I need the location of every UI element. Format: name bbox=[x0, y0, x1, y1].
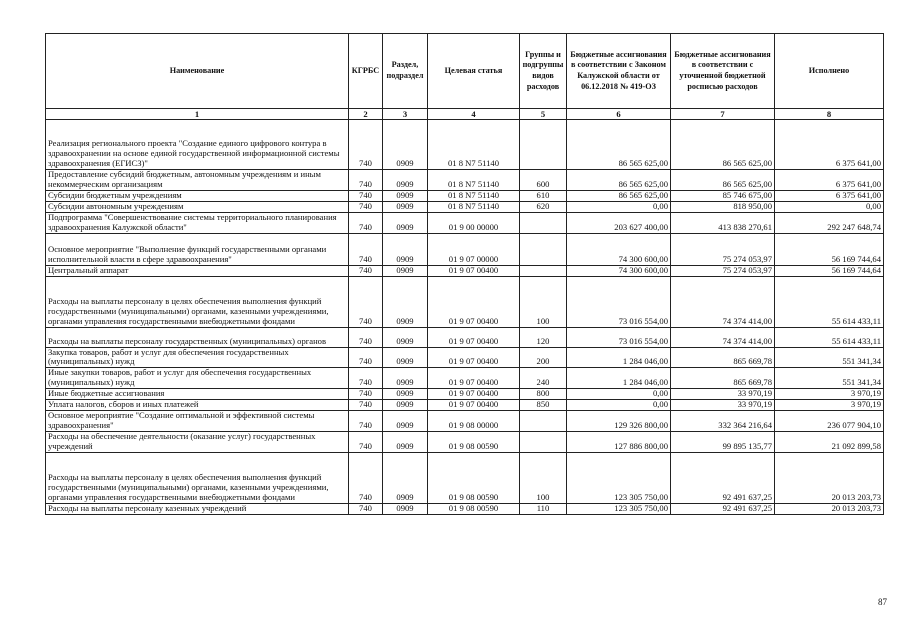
header-razdel: Раздел, подраздел bbox=[383, 34, 428, 109]
row-executed: 292 247 648,74 bbox=[775, 212, 884, 233]
table-row bbox=[46, 400, 884, 411]
row-target-article: 01 9 07 00400 bbox=[428, 347, 520, 368]
row-executed: 551 341,34 bbox=[775, 347, 884, 368]
row-executed: 20 013 203,73 bbox=[775, 503, 884, 514]
row-razdel: 0909 bbox=[383, 265, 428, 276]
row-kgrbs: 740 bbox=[349, 400, 383, 411]
row-law-allocation: 1 284 046,00 bbox=[567, 347, 671, 368]
col-number: 7 bbox=[671, 109, 775, 120]
row-executed: 55 614 433,11 bbox=[775, 327, 884, 347]
row-kgrbs: 740 bbox=[349, 201, 383, 212]
row-target-article: 01 9 08 00590 bbox=[428, 431, 520, 452]
row-target-article: 01 9 08 00000 bbox=[428, 410, 520, 431]
row-law-allocation: 123 305 750,00 bbox=[567, 503, 671, 514]
row-kgrbs: 740 bbox=[349, 431, 383, 452]
row-refined-allocation: 818 950,00 bbox=[671, 201, 775, 212]
header-executed: Исполнено bbox=[775, 34, 884, 109]
row-target-article: 01 9 00 00000 bbox=[428, 212, 520, 233]
row-razdel: 0909 bbox=[383, 503, 428, 514]
row-law-allocation: 0,00 bbox=[567, 201, 671, 212]
row-refined-allocation: 74 374 414,00 bbox=[671, 276, 775, 327]
table-row bbox=[46, 503, 884, 514]
table-row bbox=[46, 201, 884, 212]
row-expense-group bbox=[520, 431, 567, 452]
row-razdel: 0909 bbox=[383, 120, 428, 170]
row-razdel: 0909 bbox=[383, 452, 428, 503]
row-executed: 55 614 433,11 bbox=[775, 276, 884, 327]
header-group: Группы и подгруппы видов расходов bbox=[520, 34, 567, 109]
row-target-article: 01 8 N7 51140 bbox=[428, 190, 520, 201]
table-row bbox=[46, 265, 884, 276]
row-name: Закупка товаров, работ и услуг для обеспечения государственных (муниципальных) нужд bbox=[46, 347, 349, 368]
row-refined-allocation: 332 364 216,64 bbox=[671, 410, 775, 431]
table-row bbox=[46, 276, 884, 327]
row-kgrbs: 740 bbox=[349, 452, 383, 503]
col-number: 6 bbox=[567, 109, 671, 120]
col-number: 8 bbox=[775, 109, 884, 120]
row-target-article: 01 9 07 00400 bbox=[428, 389, 520, 400]
row-name: Основное мероприятие "Выполнение функций государственными органами исполнительной власти в сфере здравоохранения" bbox=[46, 233, 349, 265]
row-kgrbs: 740 bbox=[349, 170, 383, 191]
row-name: Реализация регионального проекта "Создание единого цифрового контура в здравоохранении на основе единой государственной информационной системы здравоохранения (ЕГИСЗ)" bbox=[46, 120, 349, 170]
row-razdel: 0909 bbox=[383, 327, 428, 347]
header-row bbox=[46, 34, 884, 109]
row-kgrbs: 740 bbox=[349, 410, 383, 431]
row-law-allocation: 86 565 625,00 bbox=[567, 190, 671, 201]
row-executed: 56 169 744,64 bbox=[775, 265, 884, 276]
row-name: Субсидии бюджетным учреждениям bbox=[46, 190, 349, 201]
row-expense-group: 100 bbox=[520, 276, 567, 327]
row-law-allocation: 203 627 400,00 bbox=[567, 212, 671, 233]
row-razdel: 0909 bbox=[383, 400, 428, 411]
row-executed: 236 077 904,10 bbox=[775, 410, 884, 431]
row-expense-group: 620 bbox=[520, 201, 567, 212]
row-law-allocation: 86 565 625,00 bbox=[567, 120, 671, 170]
row-target-article: 01 8 N7 51140 bbox=[428, 120, 520, 170]
row-target-article: 01 9 07 00000 bbox=[428, 233, 520, 265]
row-kgrbs: 740 bbox=[349, 190, 383, 201]
table-row bbox=[46, 389, 884, 400]
row-refined-allocation: 413 838 270,61 bbox=[671, 212, 775, 233]
row-refined-allocation: 99 895 135,77 bbox=[671, 431, 775, 452]
row-refined-allocation: 75 274 053,97 bbox=[671, 265, 775, 276]
row-name: Центральный аппарат bbox=[46, 265, 349, 276]
row-executed: 21 092 899,58 bbox=[775, 431, 884, 452]
row-kgrbs: 740 bbox=[349, 347, 383, 368]
row-razdel: 0909 bbox=[383, 431, 428, 452]
row-expense-group: 800 bbox=[520, 389, 567, 400]
row-kgrbs: 740 bbox=[349, 503, 383, 514]
row-refined-allocation: 92 491 637,25 bbox=[671, 503, 775, 514]
row-name: Расходы на выплаты персоналу в целях обеспечения выполнения функций государственными (муниципальными) органами, казенными учреждениями, органами управления государственными внебюджетными фондами bbox=[46, 452, 349, 503]
table-row bbox=[46, 368, 884, 389]
header-law: Бюджетные ассигнования в соответствии с Законом Калужской области от 06.12.2018 № 419-ОЗ bbox=[567, 34, 671, 109]
row-executed: 6 375 641,00 bbox=[775, 170, 884, 191]
row-refined-allocation: 865 669,78 bbox=[671, 368, 775, 389]
row-name: Иные бюджетные ассигнования bbox=[46, 389, 349, 400]
page-number: 87 bbox=[878, 597, 887, 607]
row-name: Расходы на выплаты персоналу государственных (муниципальных) органов bbox=[46, 327, 349, 347]
row-target-article: 01 8 N7 51140 bbox=[428, 170, 520, 191]
row-razdel: 0909 bbox=[383, 212, 428, 233]
col-number: 1 bbox=[46, 109, 349, 120]
row-expense-group: 610 bbox=[520, 190, 567, 201]
row-name: Субсидии автономным учреждениям bbox=[46, 201, 349, 212]
row-law-allocation: 86 565 625,00 bbox=[567, 170, 671, 191]
row-expense-group bbox=[520, 410, 567, 431]
table-row bbox=[46, 120, 884, 170]
row-expense-group bbox=[520, 265, 567, 276]
table-row bbox=[46, 233, 884, 265]
row-law-allocation: 127 886 800,00 bbox=[567, 431, 671, 452]
row-expense-group bbox=[520, 233, 567, 265]
row-razdel: 0909 bbox=[383, 347, 428, 368]
row-kgrbs: 740 bbox=[349, 327, 383, 347]
row-razdel: 0909 bbox=[383, 170, 428, 191]
row-name: Основное мероприятие "Создание оптимальной и эффективной системы здравоохранения" bbox=[46, 410, 349, 431]
row-razdel: 0909 bbox=[383, 410, 428, 431]
row-razdel: 0909 bbox=[383, 276, 428, 327]
row-expense-group: 120 bbox=[520, 327, 567, 347]
row-law-allocation: 0,00 bbox=[567, 400, 671, 411]
row-name: Расходы на обеспечение деятельности (оказание услуг) государственных учреждений bbox=[46, 431, 349, 452]
row-kgrbs: 740 bbox=[349, 212, 383, 233]
row-refined-allocation: 75 274 053,97 bbox=[671, 233, 775, 265]
row-name: Расходы на выплаты персоналу в целях обеспечения выполнения функций государственными (муниципальными) органами, казенными учреждениями, органами управления государственными внебюджетными фондами bbox=[46, 276, 349, 327]
row-refined-allocation: 865 669,78 bbox=[671, 347, 775, 368]
header-target: Целевая статья bbox=[428, 34, 520, 109]
row-razdel: 0909 bbox=[383, 368, 428, 389]
row-expense-group: 240 bbox=[520, 368, 567, 389]
table-row bbox=[46, 410, 884, 431]
header-name: Наименование bbox=[46, 34, 349, 109]
row-refined-allocation: 86 565 625,00 bbox=[671, 120, 775, 170]
row-law-allocation: 1 284 046,00 bbox=[567, 368, 671, 389]
header-kgrbs: КГРБС bbox=[349, 34, 383, 109]
row-executed: 0,00 bbox=[775, 201, 884, 212]
row-executed: 6 375 641,00 bbox=[775, 120, 884, 170]
table-body bbox=[46, 120, 884, 515]
table-row bbox=[46, 431, 884, 452]
row-expense-group: 200 bbox=[520, 347, 567, 368]
row-executed: 3 970,19 bbox=[775, 400, 884, 411]
row-refined-allocation: 33 970,19 bbox=[671, 400, 775, 411]
row-target-article: 01 8 N7 51140 bbox=[428, 201, 520, 212]
col-number: 5 bbox=[520, 109, 567, 120]
row-expense-group: 850 bbox=[520, 400, 567, 411]
col-number: 4 bbox=[428, 109, 520, 120]
row-executed: 56 169 744,64 bbox=[775, 233, 884, 265]
table-row bbox=[46, 347, 884, 368]
row-law-allocation: 129 326 800,00 bbox=[567, 410, 671, 431]
row-target-article: 01 9 07 00400 bbox=[428, 265, 520, 276]
row-name: Расходы на выплаты персоналу казенных учреждений bbox=[46, 503, 349, 514]
row-law-allocation: 73 016 554,00 bbox=[567, 276, 671, 327]
row-target-article: 01 9 08 00590 bbox=[428, 503, 520, 514]
row-razdel: 0909 bbox=[383, 201, 428, 212]
row-name: Уплата налогов, сборов и иных платежей bbox=[46, 400, 349, 411]
row-target-article: 01 9 07 00400 bbox=[428, 368, 520, 389]
table-row bbox=[46, 170, 884, 191]
row-razdel: 0909 bbox=[383, 190, 428, 201]
row-kgrbs: 740 bbox=[349, 276, 383, 327]
table-row bbox=[46, 190, 884, 201]
row-expense-group bbox=[520, 120, 567, 170]
row-expense-group: 100 bbox=[520, 452, 567, 503]
row-refined-allocation: 92 491 637,25 bbox=[671, 452, 775, 503]
row-law-allocation: 0,00 bbox=[567, 389, 671, 400]
row-razdel: 0909 bbox=[383, 389, 428, 400]
row-kgrbs: 740 bbox=[349, 120, 383, 170]
row-name: Предоставление субсидий бюджетным, автономным учреждениям и иным некоммерческим организациям bbox=[46, 170, 349, 191]
column-numbers-row bbox=[46, 109, 884, 120]
row-expense-group: 110 bbox=[520, 503, 567, 514]
row-executed: 3 970,19 bbox=[775, 389, 884, 400]
table-row bbox=[46, 327, 884, 347]
row-name: Иные закупки товаров, работ и услуг для обеспечения государственных (муниципальных) нужд bbox=[46, 368, 349, 389]
row-kgrbs: 740 bbox=[349, 389, 383, 400]
row-executed: 6 375 641,00 bbox=[775, 190, 884, 201]
table-row bbox=[46, 452, 884, 503]
row-refined-allocation: 33 970,19 bbox=[671, 389, 775, 400]
row-refined-allocation: 86 565 625,00 bbox=[671, 170, 775, 191]
row-law-allocation: 74 300 600,00 bbox=[567, 265, 671, 276]
row-target-article: 01 9 08 00590 bbox=[428, 452, 520, 503]
row-kgrbs: 740 bbox=[349, 265, 383, 276]
row-kgrbs: 740 bbox=[349, 368, 383, 389]
row-target-article: 01 9 07 00400 bbox=[428, 327, 520, 347]
budget-table bbox=[45, 33, 884, 515]
row-refined-allocation: 74 374 414,00 bbox=[671, 327, 775, 347]
row-kgrbs: 740 bbox=[349, 233, 383, 265]
col-number: 3 bbox=[383, 109, 428, 120]
row-law-allocation: 123 305 750,00 bbox=[567, 452, 671, 503]
row-name: Подпрограмма "Совершенствование системы территориального планирования здравоохранения Калужской области" bbox=[46, 212, 349, 233]
table-row bbox=[46, 212, 884, 233]
row-razdel: 0909 bbox=[383, 233, 428, 265]
col-number: 2 bbox=[349, 109, 383, 120]
row-expense-group: 600 bbox=[520, 170, 567, 191]
row-target-article: 01 9 07 00400 bbox=[428, 400, 520, 411]
row-law-allocation: 73 016 554,00 bbox=[567, 327, 671, 347]
row-refined-allocation: 85 746 675,00 bbox=[671, 190, 775, 201]
row-target-article: 01 9 07 00400 bbox=[428, 276, 520, 327]
row-executed: 551 341,34 bbox=[775, 368, 884, 389]
row-executed: 20 013 203,73 bbox=[775, 452, 884, 503]
row-expense-group bbox=[520, 212, 567, 233]
header-refined: Бюджетные ассигнования в соответствии с уточненной бюджетной росписью расходов bbox=[671, 34, 775, 109]
row-law-allocation: 74 300 600,00 bbox=[567, 233, 671, 265]
